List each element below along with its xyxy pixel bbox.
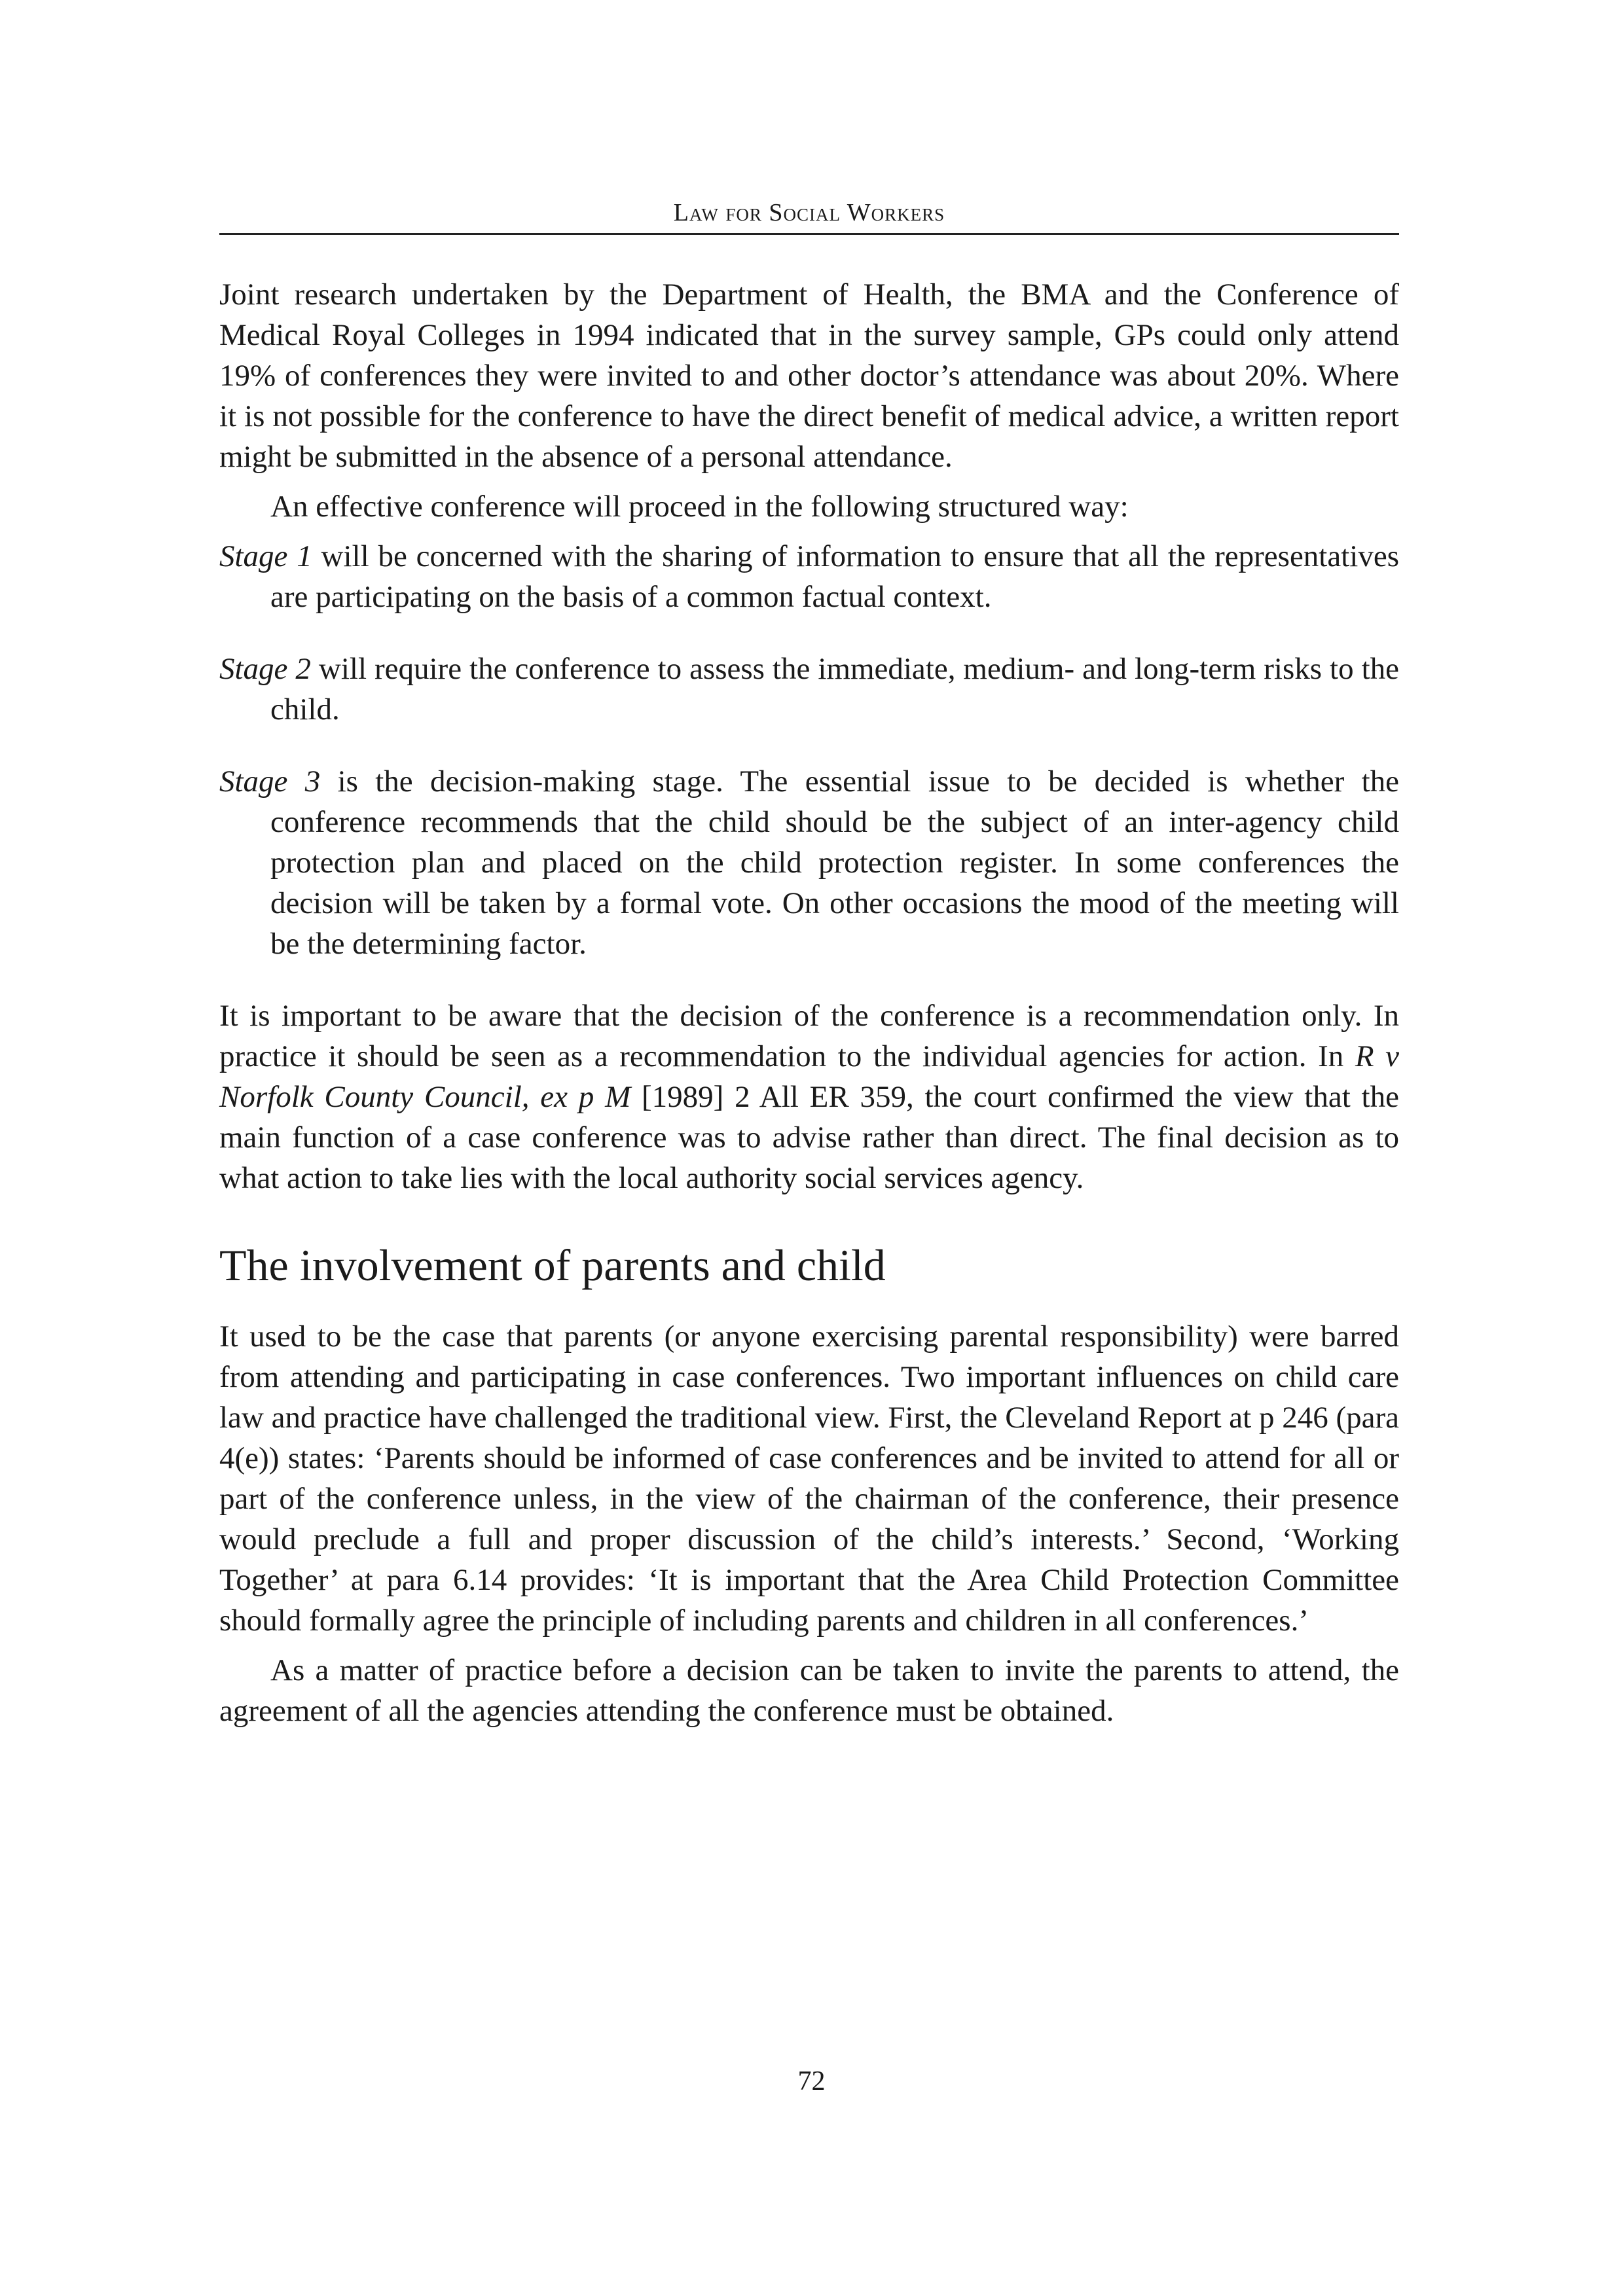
stage-text: will require the conference to assess the immediate, medium- and long-term risks to the child. [270,652,1399,726]
stage-label: Stage 2 [219,652,311,686]
paragraph-parents-barred: It used to be the case that parents (or anyone exercising parental responsibility) were barred from attending and participating in case conferences. Two important influences on child care law and practice have challenged the traditional view. First, the Cleveland Report at p 246 (para 4(e)) states: ‘Parents should be informed of case conferences and be invited to attend for all or part of the conference unless, in the view of the chairman of the conference, their presence would preclude a full and proper discussion of the child’s interests.’ Second, ‘Working Together’ at para 6.14 provides: ‘It is important that the Area Child Protection Committee should formally agree the principle of including parents and children in all conferences.’ [219,1319,1399,1638]
paragraph-structured-way: An effective conference will proceed in the following structured way: [270,490,1129,524]
page-content [219,196,1399,1731]
paragraph-practice: As a matter of practice before a decision can be taken to invite the parents to attend, the agreement of all the agencies attending the conference must be obtained. [219,1653,1399,1728]
section-heading: The involvement of parents and child [219,1240,886,1290]
stage-label: Stage 1 [219,539,312,573]
case-citation: R v Norfolk County Council, ex p M [219,1039,1399,1114]
running-head: Law for Social Workers [219,196,1399,235]
body-text [219,274,1399,1731]
text-run: [1989] 2 All ER 359, the court confirmed the view that the main function of a case conference was to advise rather than direct. The final decision as to what action to take lies with the local authority social services agency. [219,1080,1399,1195]
list-item-stage-2 [219,649,1399,730]
stage-text: will be concerned with the sharing of information to ensure that all the representatives are participating on the basis of a common factual context. [270,539,1399,614]
list-item-stage-3 [219,761,1399,964]
page-number: 72 [797,2066,826,2096]
text-run: It is important to be aware that the decision of the conference is a recommendation only. In practice it should be seen as a recommendation to the individual agencies for action. In [219,999,1399,1073]
list-item-stage-1 [219,536,1399,617]
paragraph-joint-research: Joint research undertaken by the Department of Health, the BMA and the Conference of Medical Royal Colleges in 1994 indicated that in the survey sample, GPs could only attend 19% of conferences they were invited to and other doctor’s attendance was about 20%. Where it is not possible for the conference to have the direct benefit of medical advice, a written report might be submitted in the absence of a personal attendance. [219,278,1399,474]
stage-label: Stage 3 [219,764,321,798]
stage-text: is the decision-making stage. The essential issue to be decided is whether the conference recommends that the child should be the subject of an inter-agency child protection plan and placed on the child protection register. In some conferences the decision will be taken by a formal vote. On other occasions the mood of the meeting will be the determining factor. [270,764,1400,961]
paragraph-recommendation [219,996,1399,1198]
